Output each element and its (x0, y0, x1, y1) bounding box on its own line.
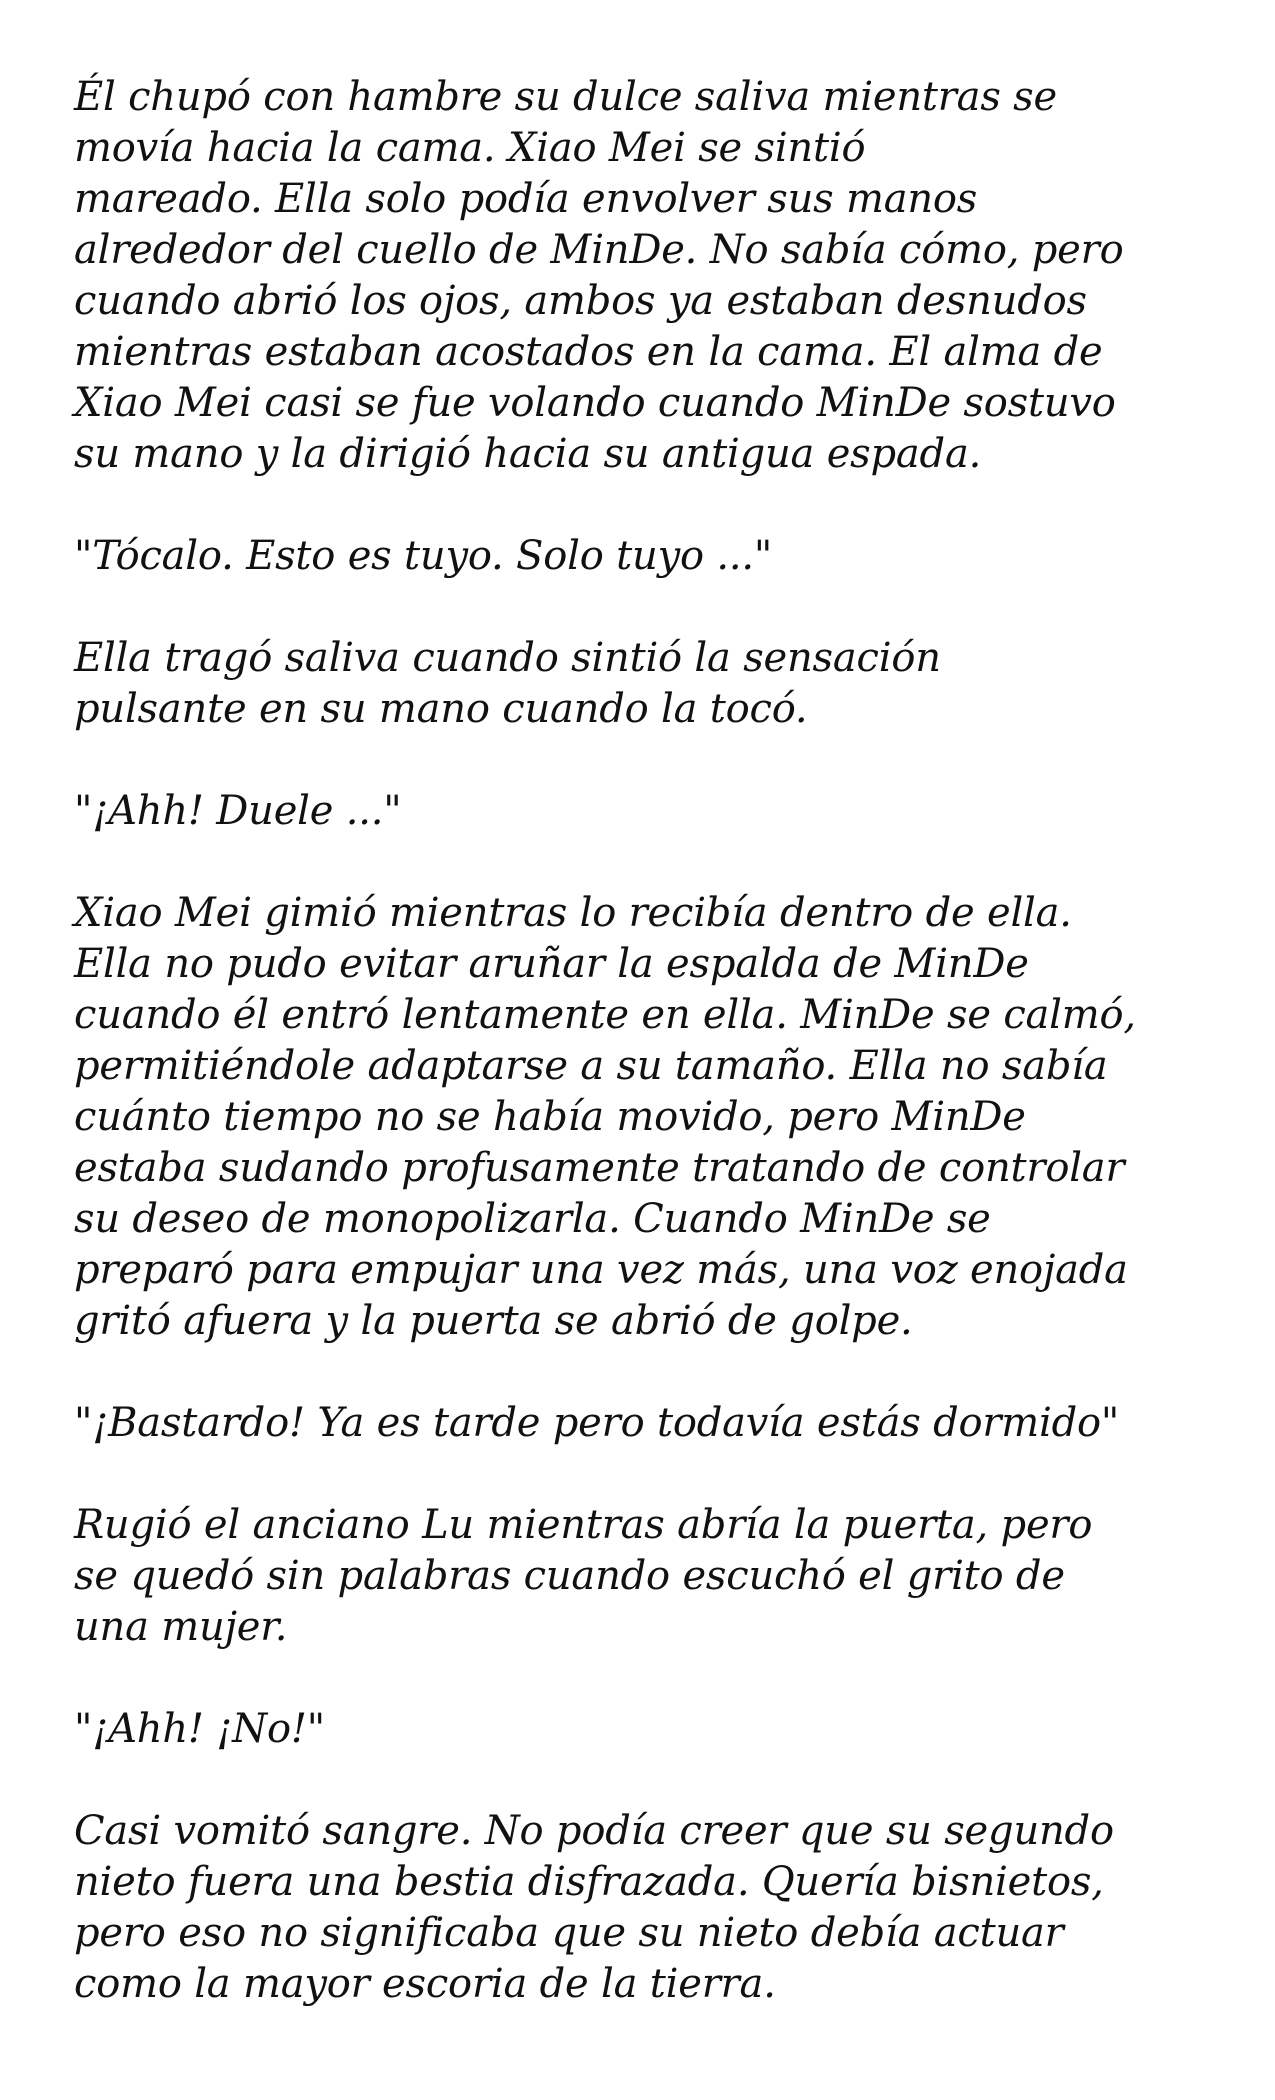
paragraph-spacer (74, 1449, 1224, 1500)
text-line: mareado. Ella solo podía envolver sus manos (74, 176, 978, 222)
text-line: "¡Ahh! Duele ..." (74, 788, 402, 834)
paragraph-spacer (74, 1653, 1224, 1704)
paragraph-spacer (74, 1755, 1224, 1806)
paragraph-spacer (74, 1347, 1224, 1398)
text-line: "¡Bastardo! Ya es tarde pero todavía estás dormido" (74, 1400, 1120, 1446)
text-line: su mano y la dirigió hacia su antigua espada. (74, 431, 982, 477)
dialogue-paragraph (74, 531, 1224, 582)
text-line: su deseo de monopolizarla. Cuando MinDe se (74, 1196, 991, 1242)
text-line: "Tócalo. Esto es tuyo. Solo tuyo ..." (74, 533, 773, 579)
paragraph-spacer (74, 837, 1224, 888)
text-line: Xiao Mei casi se fue volando cuando MinDe sostuvo (74, 380, 1116, 426)
text-line: cuánto tiempo no se había movido, pero MinDe (74, 1094, 1026, 1140)
text-line: se quedó sin palabras cuando escuchó el grito de (74, 1553, 1065, 1599)
text-line: cuando él entró lentamente en ella. MinDe se calmó, (74, 992, 1136, 1038)
paragraph (74, 72, 1224, 480)
text-line: estaba sudando profusamente tratando de controlar (74, 1145, 1125, 1191)
paragraph (74, 888, 1224, 1347)
text-line: pero eso no significaba que su nieto debía actuar (74, 1910, 1064, 1956)
text-line: "¡Ahh! ¡No!" (74, 1706, 325, 1752)
dialogue-paragraph (74, 1398, 1224, 1449)
text-line: gritó afuera y la puerta se abrió de golpe. (74, 1298, 913, 1344)
text-line: mientras estaban acostados en la cama. El alma de (74, 329, 1103, 375)
text-line: alrededor del cuello de MinDe. No sabía cómo, pero (74, 227, 1124, 273)
paragraph-spacer (74, 480, 1224, 531)
text-line: Ella no pudo evitar aruñar la espalda de MinDe (74, 941, 1029, 987)
text-column (74, 72, 1224, 2010)
text-line: una mujer. (74, 1604, 288, 1650)
paragraph-spacer (74, 735, 1224, 786)
text-line: nieto fuera una bestia disfrazada. Quería bisnietos, (74, 1859, 1104, 1905)
text-line: Casi vomitó sangre. No podía creer que su segundo (74, 1808, 1114, 1854)
dialogue-paragraph (74, 1704, 1224, 1755)
text-line: cuando abrió los ojos, ambos ya estaban desnudos (74, 278, 1087, 324)
text-line: Xiao Mei gimió mientras lo recibía dentro de ella. (74, 890, 1072, 936)
text-line: movía hacia la cama. Xiao Mei se sintió (74, 125, 866, 171)
text-line: Él chupó con hambre su dulce saliva mientras se (74, 74, 1057, 120)
paragraph (74, 633, 1224, 735)
text-line: Ella tragó saliva cuando sintió la sensación (74, 635, 941, 681)
text-line: pulsante en su mano cuando la tocó. (74, 686, 808, 732)
text-line: Rugió el anciano Lu mientras abría la puerta, pero (74, 1502, 1093, 1548)
paragraph (74, 1806, 1224, 2010)
paragraph (74, 1500, 1224, 1653)
paragraph-spacer (74, 582, 1224, 633)
dialogue-paragraph (74, 786, 1224, 837)
text-line: preparó para empujar una vez más, una voz enojada (74, 1247, 1128, 1293)
text-line: como la mayor escoria de la tierra. (74, 1961, 776, 2007)
text-line: permitiéndole adaptarse a su tamaño. Ella no sabía (74, 1043, 1108, 1089)
